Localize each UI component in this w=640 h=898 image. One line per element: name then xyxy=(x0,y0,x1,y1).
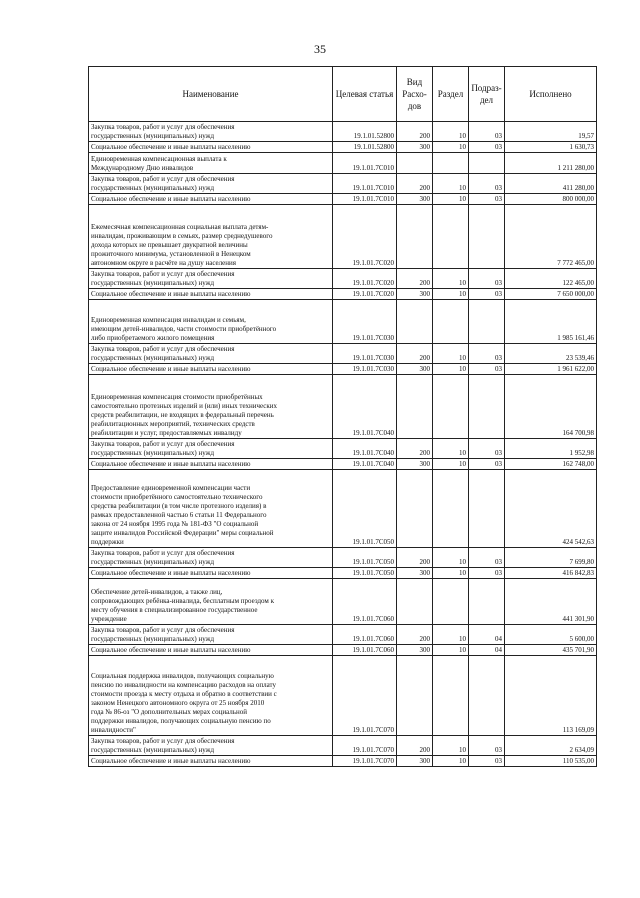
table-header-row xyxy=(89,67,597,122)
row-amount: 113 169,09 xyxy=(505,656,597,736)
table-row xyxy=(89,645,597,656)
row-exp-type: 300 xyxy=(397,289,433,300)
row-name-text: Единовременная компенсация инвалидам и семьям, имеющим детей-инвалидов, части стоимости приобретённого либо приобретаемого жилого помещения xyxy=(91,316,277,342)
row-target-code: 19.1.01.7C030 xyxy=(333,344,397,364)
row-exp-type: 300 xyxy=(397,142,433,153)
row-exp-type: 300 xyxy=(397,459,433,470)
row-amount: 1 211 280,00 xyxy=(505,153,597,174)
row-name xyxy=(89,568,333,579)
row-name-text: Социальное обеспечение и иные выплаты населению xyxy=(91,646,251,654)
row-name xyxy=(89,194,333,205)
header-target: Целевая статья xyxy=(333,67,397,122)
table-body xyxy=(89,122,597,767)
row-amount: 7 772 465,00 xyxy=(505,205,597,269)
row-name xyxy=(89,439,333,459)
row-exp-type: 200 xyxy=(397,625,433,645)
row-exp-type: 200 xyxy=(397,174,433,194)
row-subsection: 04 xyxy=(469,645,505,656)
row-name xyxy=(89,344,333,364)
row-name-text: Социальная поддержка инвалидов, получающих социальную пенсию по инвалидности на компенсацию расходов на оплату стоимости проезда к месту отдыха и обратно в соответствии с законом Ненецкого автономного округа от 25 ноября 2010 года № 86-оз "О дополнительных мерах социальной поддержки инвалидов, получающих социальную пенсию по инвалидности" xyxy=(91,672,277,734)
row-name xyxy=(89,470,333,548)
row-exp-type: 200 xyxy=(397,344,433,364)
row-exp-type: 300 xyxy=(397,364,433,375)
row-section: 10 xyxy=(433,122,469,142)
table-row xyxy=(89,269,597,289)
row-name-text: Социальное обеспечение и иные выплаты населению xyxy=(91,290,251,298)
budget-table xyxy=(88,66,597,767)
row-name-text: Социальное обеспечение и иные выплаты населению xyxy=(91,757,251,765)
table-row xyxy=(89,142,597,153)
row-name xyxy=(89,300,333,344)
row-subsection: 03 xyxy=(469,289,505,300)
row-amount: 411 280,00 xyxy=(505,174,597,194)
row-section: 10 xyxy=(433,194,469,205)
row-subsection: 03 xyxy=(469,756,505,767)
row-amount: 5 600,00 xyxy=(505,625,597,645)
row-exp-type: 300 xyxy=(397,756,433,767)
row-subsection xyxy=(469,153,505,174)
row-target-code: 19.1.01.52800 xyxy=(333,142,397,153)
row-exp-type: 200 xyxy=(397,548,433,568)
row-name-text: Обеспечение детей-инвалидов, а также лиц, сопровождающих ребёнка-инвалида, бесплатным проездом к месту обучения в специализированное государственное учреждение xyxy=(91,588,274,623)
row-section: 10 xyxy=(433,459,469,470)
row-amount: 122 465,00 xyxy=(505,269,597,289)
row-amount: 162 748,00 xyxy=(505,459,597,470)
row-target-code: 19.1.01.7C010 xyxy=(333,153,397,174)
row-name-text: Единовременная компенсация стоимости приобретённых самостоятельно протезных изделий и (или) иных технических средств реабилитации, не входящих в федеральный перечень реабилитационных мероприятий, технических средств реабилитации и услуг, предоставляемых инвалиду xyxy=(91,393,278,437)
row-name-text: Закупка товаров, работ и услуг для обеспечения государственных (муниципальных) нужд xyxy=(91,270,235,287)
row-target-code: 19.1.01.7C040 xyxy=(333,439,397,459)
row-section: 10 xyxy=(433,645,469,656)
row-name xyxy=(89,656,333,736)
page-number: 35 xyxy=(314,42,326,56)
row-amount: 1 961 622,00 xyxy=(505,364,597,375)
header-section: Раздел xyxy=(433,67,469,122)
row-section xyxy=(433,153,469,174)
row-amount: 1 985 161,46 xyxy=(505,300,597,344)
row-exp-type: 300 xyxy=(397,645,433,656)
row-subsection: 03 xyxy=(469,142,505,153)
row-exp-type: 300 xyxy=(397,568,433,579)
row-subsection xyxy=(469,579,505,625)
row-name xyxy=(89,625,333,645)
row-amount: 441 301,90 xyxy=(505,579,597,625)
table-row xyxy=(89,122,597,142)
row-section: 10 xyxy=(433,364,469,375)
row-section: 10 xyxy=(433,289,469,300)
row-target-code: 19.1.01.7C020 xyxy=(333,289,397,300)
row-name xyxy=(89,153,333,174)
row-subsection: 03 xyxy=(469,548,505,568)
table-row xyxy=(89,459,597,470)
row-target-code: 19.1.01.7C010 xyxy=(333,174,397,194)
row-amount: 23 539,46 xyxy=(505,344,597,364)
row-section xyxy=(433,375,469,439)
row-amount: 7 699,80 xyxy=(505,548,597,568)
row-target-code: 19.1.01.7C050 xyxy=(333,568,397,579)
row-name xyxy=(89,579,333,625)
table-row xyxy=(89,194,597,205)
table-row xyxy=(89,300,597,344)
table-row xyxy=(89,568,597,579)
row-name-text: Ежемесячная компенсационная социальная выплата детям- инвалидам, проживающим в семьях, размер среднедушевого дохода которых не превышает двукратной величины прожиточного минимума, установленной в Ненецком автономном округе в расчёте на душу населения xyxy=(91,223,273,267)
row-name xyxy=(89,459,333,470)
row-exp-type xyxy=(397,153,433,174)
row-name xyxy=(89,736,333,756)
row-target-code: 19.1.01.7C070 xyxy=(333,756,397,767)
table-row xyxy=(89,736,597,756)
row-exp-type xyxy=(397,579,433,625)
row-target-code: 19.1.01.52800 xyxy=(333,122,397,142)
row-target-code: 19.1.01.7C060 xyxy=(333,625,397,645)
table-row xyxy=(89,364,597,375)
row-exp-type xyxy=(397,205,433,269)
table-row xyxy=(89,439,597,459)
row-exp-type xyxy=(397,470,433,548)
row-target-code: 19.1.01.7C030 xyxy=(333,300,397,344)
row-target-code: 19.1.01.7C010 xyxy=(333,194,397,205)
row-amount: 2 634,09 xyxy=(505,736,597,756)
row-section: 10 xyxy=(433,439,469,459)
row-amount: 435 701,90 xyxy=(505,645,597,656)
row-exp-type xyxy=(397,656,433,736)
table-row xyxy=(89,579,597,625)
row-exp-type: 200 xyxy=(397,269,433,289)
row-target-code: 19.1.01.7C020 xyxy=(333,269,397,289)
table-row xyxy=(89,174,597,194)
row-name xyxy=(89,645,333,656)
row-name-text: Предоставление единовременной компенсации части стоимости приобретённого самостоятельно технического средства реабилитации (в том числе протезного изделия) в рамках предоставленной частью 6 статьи 11 Федерального закона от 24 ноября 1995 года № 181-ФЗ "О социальной защите инвалидов Российской Федерации" меры социальной поддержки xyxy=(91,484,274,546)
table-row xyxy=(89,153,597,174)
row-name-text: Закупка товаров, работ и услуг для обеспечения государственных (муниципальных) нужд xyxy=(91,737,235,754)
row-amount: 164 700,98 xyxy=(505,375,597,439)
table-row xyxy=(89,656,597,736)
row-subsection xyxy=(469,205,505,269)
row-name-text: Закупка товаров, работ и услуг для обеспечения государственных (муниципальных) нужд xyxy=(91,549,235,566)
row-target-code: 19.1.01.7C020 xyxy=(333,205,397,269)
row-section: 10 xyxy=(433,756,469,767)
table-row xyxy=(89,756,597,767)
row-target-code: 19.1.01.7C040 xyxy=(333,459,397,470)
row-subsection xyxy=(469,656,505,736)
row-amount: 7 650 000,00 xyxy=(505,289,597,300)
row-name-text: Социальное обеспечение и иные выплаты населению xyxy=(91,460,251,468)
row-name-text: Социальное обеспечение и иные выплаты населению xyxy=(91,569,251,577)
row-target-code: 19.1.01.7C070 xyxy=(333,736,397,756)
row-name xyxy=(89,756,333,767)
row-name-text: Закупка товаров, работ и услуг для обеспечения государственных (муниципальных) нужд xyxy=(91,175,235,192)
row-name-text: Социальное обеспечение и иные выплаты населению xyxy=(91,365,251,373)
row-subsection: 04 xyxy=(469,625,505,645)
row-amount: 110 535,00 xyxy=(505,756,597,767)
row-target-code: 19.1.01.7C040 xyxy=(333,375,397,439)
header-subsection: Подраз-дел xyxy=(469,67,505,122)
header-exp-type: Вид Расхо-дов xyxy=(397,67,433,122)
row-section xyxy=(433,656,469,736)
row-section: 10 xyxy=(433,568,469,579)
row-amount: 19,57 xyxy=(505,122,597,142)
row-target-code: 19.1.01.7C050 xyxy=(333,470,397,548)
row-subsection: 03 xyxy=(469,269,505,289)
row-section: 10 xyxy=(433,142,469,153)
table-row xyxy=(89,289,597,300)
row-section xyxy=(433,579,469,625)
row-name-text: Социальное обеспечение и иные выплаты населению xyxy=(91,195,251,203)
row-exp-type xyxy=(397,300,433,344)
row-exp-type xyxy=(397,375,433,439)
header-name: Наименование xyxy=(89,67,333,122)
row-name xyxy=(89,174,333,194)
row-subsection: 03 xyxy=(469,459,505,470)
row-amount: 1 630,73 xyxy=(505,142,597,153)
row-name xyxy=(89,548,333,568)
row-subsection: 03 xyxy=(469,439,505,459)
row-name-text: Закупка товаров, работ и услуг для обеспечения государственных (муниципальных) нужд xyxy=(91,440,235,457)
row-amount: 800 000,00 xyxy=(505,194,597,205)
table-row xyxy=(89,344,597,364)
row-name xyxy=(89,289,333,300)
row-exp-type: 200 xyxy=(397,122,433,142)
row-name xyxy=(89,122,333,142)
row-subsection: 03 xyxy=(469,194,505,205)
row-subsection: 03 xyxy=(469,364,505,375)
row-subsection xyxy=(469,470,505,548)
row-amount: 1 952,98 xyxy=(505,439,597,459)
row-exp-type: 200 xyxy=(397,736,433,756)
row-subsection: 03 xyxy=(469,344,505,364)
row-subsection xyxy=(469,375,505,439)
row-name-text: Социальное обеспечение и иные выплаты населению xyxy=(91,143,251,151)
table-row xyxy=(89,470,597,548)
row-name-text: Закупка товаров, работ и услуг для обеспечения государственных (муниципальных) нужд xyxy=(91,345,235,362)
row-section: 10 xyxy=(433,269,469,289)
table-row xyxy=(89,375,597,439)
table-row xyxy=(89,625,597,645)
row-name-text: Закупка товаров, работ и услуг для обеспечения государственных (муниципальных) нужд xyxy=(91,626,235,643)
row-name xyxy=(89,375,333,439)
row-target-code: 19.1.01.7C070 xyxy=(333,656,397,736)
row-amount: 416 842,83 xyxy=(505,568,597,579)
row-name xyxy=(89,269,333,289)
row-section xyxy=(433,300,469,344)
row-amount: 424 542,63 xyxy=(505,470,597,548)
row-section: 10 xyxy=(433,736,469,756)
row-subsection xyxy=(469,300,505,344)
row-section xyxy=(433,470,469,548)
row-target-code: 19.1.01.7C060 xyxy=(333,645,397,656)
row-section xyxy=(433,205,469,269)
row-section: 10 xyxy=(433,174,469,194)
table-row xyxy=(89,548,597,568)
row-exp-type: 200 xyxy=(397,439,433,459)
header-executed: Исполнено xyxy=(505,67,597,122)
row-target-code: 19.1.01.7C060 xyxy=(333,579,397,625)
row-name-text: Закупка товаров, работ и услуг для обеспечения государственных (муниципальных) нужд xyxy=(91,123,235,140)
row-name xyxy=(89,364,333,375)
row-section: 10 xyxy=(433,625,469,645)
row-section: 10 xyxy=(433,344,469,364)
row-name xyxy=(89,205,333,269)
row-target-code: 19.1.01.7C050 xyxy=(333,548,397,568)
row-section: 10 xyxy=(433,548,469,568)
row-subsection: 03 xyxy=(469,568,505,579)
row-target-code: 19.1.01.7C030 xyxy=(333,364,397,375)
row-exp-type: 300 xyxy=(397,194,433,205)
row-name xyxy=(89,142,333,153)
row-name-text: Единовременная компенсационная выплата к Международному Дню инвалидов xyxy=(91,155,227,172)
row-subsection: 03 xyxy=(469,122,505,142)
row-subsection: 03 xyxy=(469,736,505,756)
row-subsection: 03 xyxy=(469,174,505,194)
table-row xyxy=(89,205,597,269)
